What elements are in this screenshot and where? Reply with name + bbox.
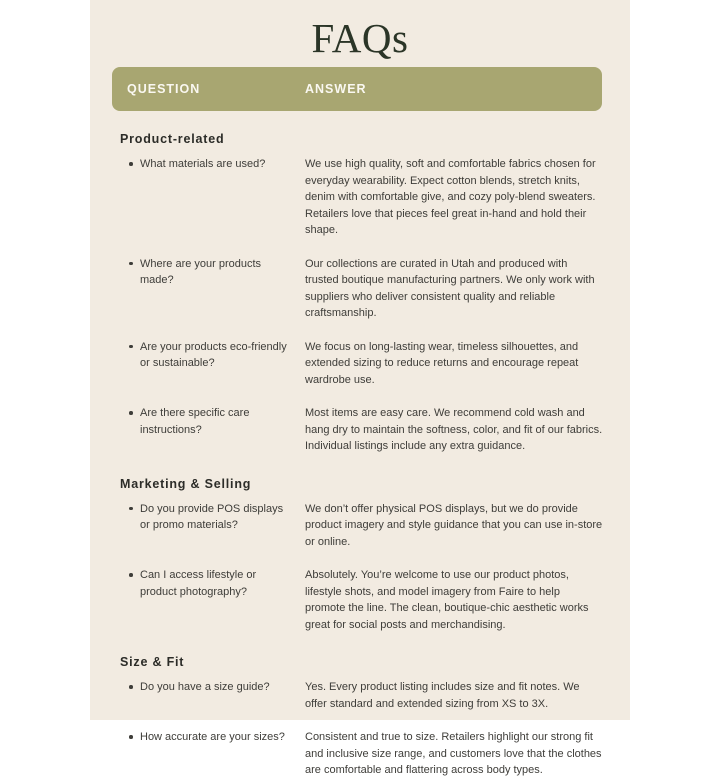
- question-cell: [120, 679, 305, 696]
- table-row: [120, 726, 603, 779]
- faq-content: [90, 111, 630, 779]
- table-row: [120, 153, 603, 239]
- answer-text: We focus on long-lasting wear, timeless silhouettes, and extended sizing to reduce returns and encourage repeat wardrobe use.: [305, 340, 579, 386]
- faq-section: [120, 129, 603, 455]
- bullet-icon: [129, 573, 133, 577]
- answer-text: Consistent and true to size. Retailers highlight our strong fit and inclusive size range, and customers love that the clothes are comfortable and flattering across body types.: [305, 731, 602, 777]
- question-text: Are your products eco-friendly or sustainable?: [140, 340, 287, 370]
- question-text: Are there specific care instructions?: [140, 407, 250, 436]
- answer-text: Our collections are curated in Utah and produced with trusted boutique manufacturing partners. We only work with suppliers who deliver consistent quality and reliable craftsmanship.: [305, 257, 595, 320]
- faq-panel: [90, 0, 630, 777]
- question-cell: [120, 567, 305, 600]
- question-cell: [120, 339, 305, 372]
- question-text: Can I access lifestyle or product photography?: [140, 569, 257, 598]
- bullet-icon: [129, 411, 133, 415]
- table-header-bar: [112, 67, 602, 111]
- question-cell: [120, 405, 305, 438]
- faq-section: [120, 652, 603, 779]
- question-column-header: QUESTION: [127, 82, 201, 97]
- answer-text: Most items are easy care. We recommend cold wash and hang dry to maintain the softness, color, and fit of our fabrics. Individual listings include any extra guidance.: [305, 407, 603, 453]
- table-row: [120, 498, 603, 551]
- table-row: [120, 676, 603, 712]
- question-text: Do you provide POS displays or promo materials?: [140, 502, 284, 532]
- question-cell: [120, 256, 305, 289]
- table-row: [120, 336, 603, 389]
- bullet-icon: [129, 685, 133, 689]
- answer-text: We use high quality, soft and comfortable fabrics chosen for everyday wearability. Expect cotton blends, stretch knits, denim with comfortable give, and cozy poly-blend sweaters. Retailers love that pieces feel great in-hand and hold their shape.: [305, 158, 596, 237]
- section-heading: Product-related: [120, 132, 225, 147]
- bullet-icon: [129, 262, 133, 266]
- table-row: [120, 253, 603, 322]
- question-text: How accurate are your sizes?: [140, 731, 285, 744]
- answer-column-header: ANSWER: [305, 82, 367, 97]
- question-text: Do you have a size guide?: [140, 681, 270, 694]
- bullet-icon: [129, 345, 133, 349]
- page-title: FAQs: [311, 15, 409, 61]
- faq-section: [120, 474, 603, 634]
- section-heading: Size & Fit: [120, 655, 185, 670]
- question-text: Where are your products made?: [140, 257, 262, 287]
- question-cell: [120, 156, 305, 173]
- answer-text: We don’t offer physical POS displays, but we do provide product imagery and style guidance that you can use in-store or online.: [305, 502, 603, 548]
- question-text: What materials are used?: [140, 158, 266, 171]
- question-cell: [120, 501, 305, 534]
- bullet-icon: [129, 507, 133, 511]
- section-heading: Marketing & Selling: [120, 476, 252, 491]
- table-row: [120, 402, 603, 455]
- answer-text: Yes. Every product listing includes size and fit notes. We offer standard and extended sizing from XS to 3X.: [305, 681, 580, 710]
- bullet-icon: [129, 735, 133, 739]
- question-cell: [120, 729, 305, 746]
- table-row: [120, 564, 603, 633]
- answer-text: Absolutely. You’re welcome to use our product photos, lifestyle shots, and model imagery from Faire to help promote the line. The clean, boutique-chic aesthetic works great for social posts and merchandising.: [305, 569, 589, 631]
- bullet-icon: [129, 162, 133, 166]
